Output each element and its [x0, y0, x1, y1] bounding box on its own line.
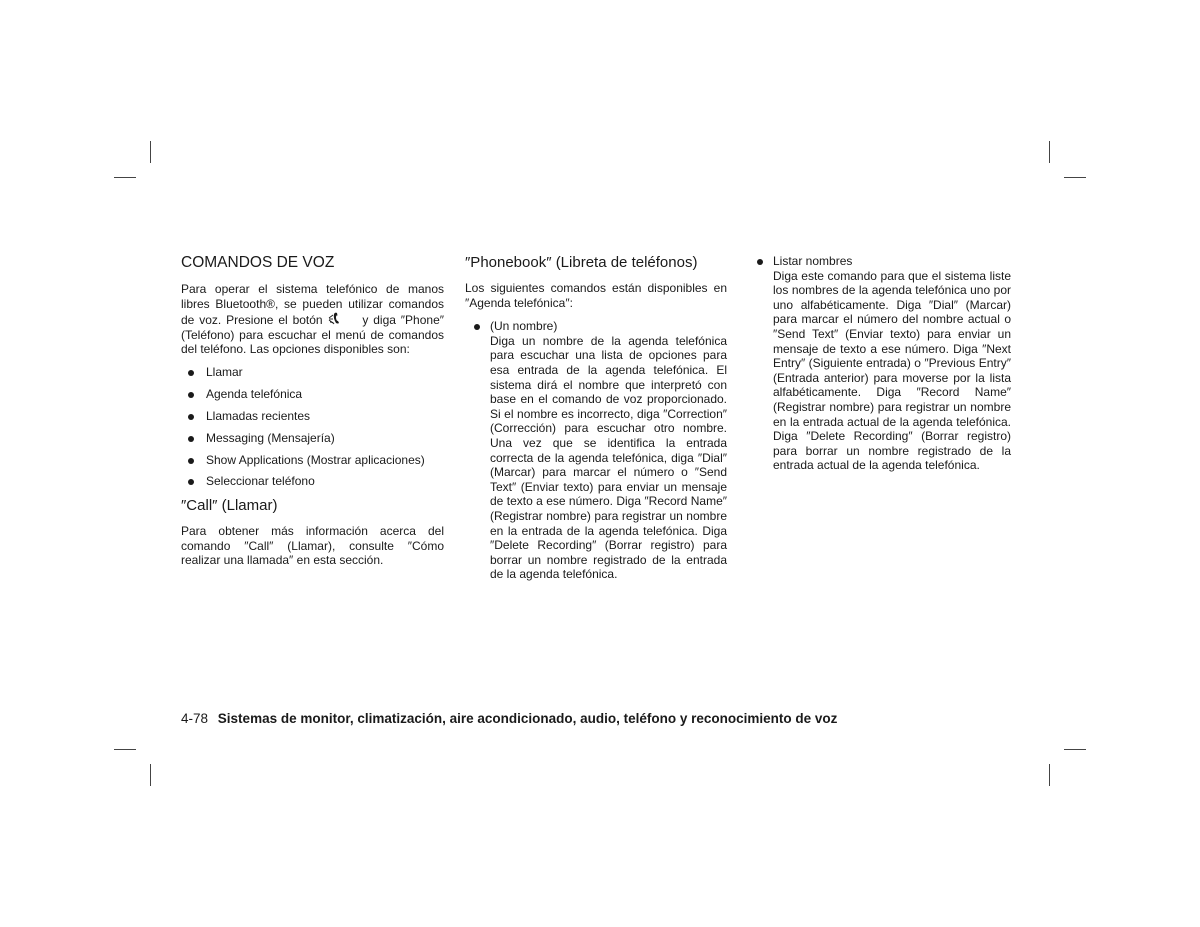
intro-text-part1: Para operar el sistema telefónico de manos libres Bluetooth®, se pueden utilizar comandos de voz. Presione el botón	[181, 282, 444, 328]
bullet-icon	[474, 324, 480, 330]
crop-mark-bottom-left-vertical	[150, 764, 151, 786]
section-heading-voice-commands: COMANDOS DE VOZ	[181, 254, 335, 271]
list-item	[181, 365, 444, 380]
bullet-icon	[188, 436, 194, 442]
command-entry-description: Diga este comando para que el sistema liste los nombres de la agenda telefónica uno por uno alfabéticamente. Diga ″Dial″ (Marcar) para marcar el número del nombre actual o ″Send Text″ (Enviar texto) para enviar un mensaje de texto a ese número. Diga ″Next Entry″ (Siguiente entrada) o ″Previous Entry″ (Entrada anterior) para moverse por la lista alfabéticamente. Diga ″Record Name″ (Registrar nombre) para registrar un nombre en la entrada actual de la agenda telefónica. Diga ″Delete Recording″ (Borrar registro) para borrar un nombre registrado de la entrada actual de la agenda telefónica.	[773, 268, 1011, 473]
crop-mark-top-left-horizontal	[114, 177, 136, 178]
phone-talk-icon	[327, 311, 357, 325]
command-entry-description: Diga un nombre de la agenda telefónica para escuchar una lista de opciones para esa entrada de la agenda telefónica. El sistema dirá el nombre que interpretó con base en el comando de voz proporcionado. Si el nombre es incorrecto, diga ″Correction″ (Corrección) para escuchar otro nombre. Una vez que se identifica la entrada correcta de la agenda telefónica, diga ″Dial″ (Marcar) para marcar el número o ″Send Text″ (Enviar texto) para enviar un mensaje de texto a ese número. Diga ″Record Name″ (Registrar nombre) para registrar un nombre en la entrada de la agenda telefónica. Diga ″Delete Recording″ (Borrar registro) para borrar un nombre registrado de la entrada de la agenda telefónica.	[490, 333, 727, 582]
call-description: Para obtener más información acerca del comando ″Call″ (Llamar), consulte ″Cómo realizar una llamada″ en esta sección.	[181, 524, 444, 568]
page-number: 4-78	[181, 711, 209, 726]
list-item-label: Show Applications (Mostrar aplicaciones)	[206, 452, 425, 467]
section-heading-call: ″Call″ (Llamar)	[181, 497, 278, 515]
page-footer	[181, 711, 837, 726]
crop-mark-bottom-right-vertical	[1049, 764, 1050, 786]
column-voice-commands	[181, 254, 444, 568]
crop-mark-bottom-right-horizontal	[1064, 749, 1086, 750]
crop-mark-top-right-horizontal	[1064, 177, 1086, 178]
command-entry-a-name	[465, 319, 727, 582]
phonebook-intro: Los siguientes comandos están disponibles en ″Agenda telefónica″:	[465, 281, 727, 310]
chapter-title: Sistemas de monitor, climatización, aire acondicionado, audio, teléfono y reconocimiento de voz	[217, 711, 838, 726]
command-entry-title: (Un nombre)	[490, 319, 558, 334]
bullet-icon	[188, 370, 194, 376]
section-heading-phonebook: ″Phonebook″ (Libreta de teléfonos)	[465, 254, 698, 271]
list-item	[181, 409, 444, 424]
intro-text-part2: y diga ″Phone″ (Teléfono) para escuchar el menú de comandos del teléfono. Las opciones disponibles son:	[181, 313, 444, 357]
command-entry-title: Listar nombres	[773, 254, 853, 268]
bullet-icon	[188, 414, 194, 420]
column-list-names	[756, 254, 1011, 473]
list-item	[181, 387, 444, 402]
crop-mark-top-left-vertical	[150, 141, 151, 163]
list-item-label: Seleccionar teléfono	[206, 474, 315, 489]
bullet-icon	[188, 392, 194, 398]
list-item	[181, 453, 444, 468]
bullet-icon	[188, 458, 194, 464]
list-item-label: Agenda telefónica	[206, 386, 303, 401]
command-entry-list-names	[756, 254, 1011, 473]
list-item-label: Llamar	[206, 364, 243, 379]
crop-mark-top-right-vertical	[1049, 141, 1050, 163]
list-item	[181, 431, 444, 446]
crop-mark-bottom-left-horizontal	[114, 749, 136, 750]
voice-commands-intro	[181, 282, 444, 357]
list-item	[181, 474, 444, 489]
column-phonebook	[465, 254, 727, 582]
list-item-label: Messaging (Mensajería)	[206, 430, 335, 445]
bullet-icon	[757, 259, 763, 265]
list-item-label: Llamadas recientes	[206, 408, 311, 423]
voice-options-list	[181, 365, 444, 489]
bullet-icon	[188, 479, 194, 485]
